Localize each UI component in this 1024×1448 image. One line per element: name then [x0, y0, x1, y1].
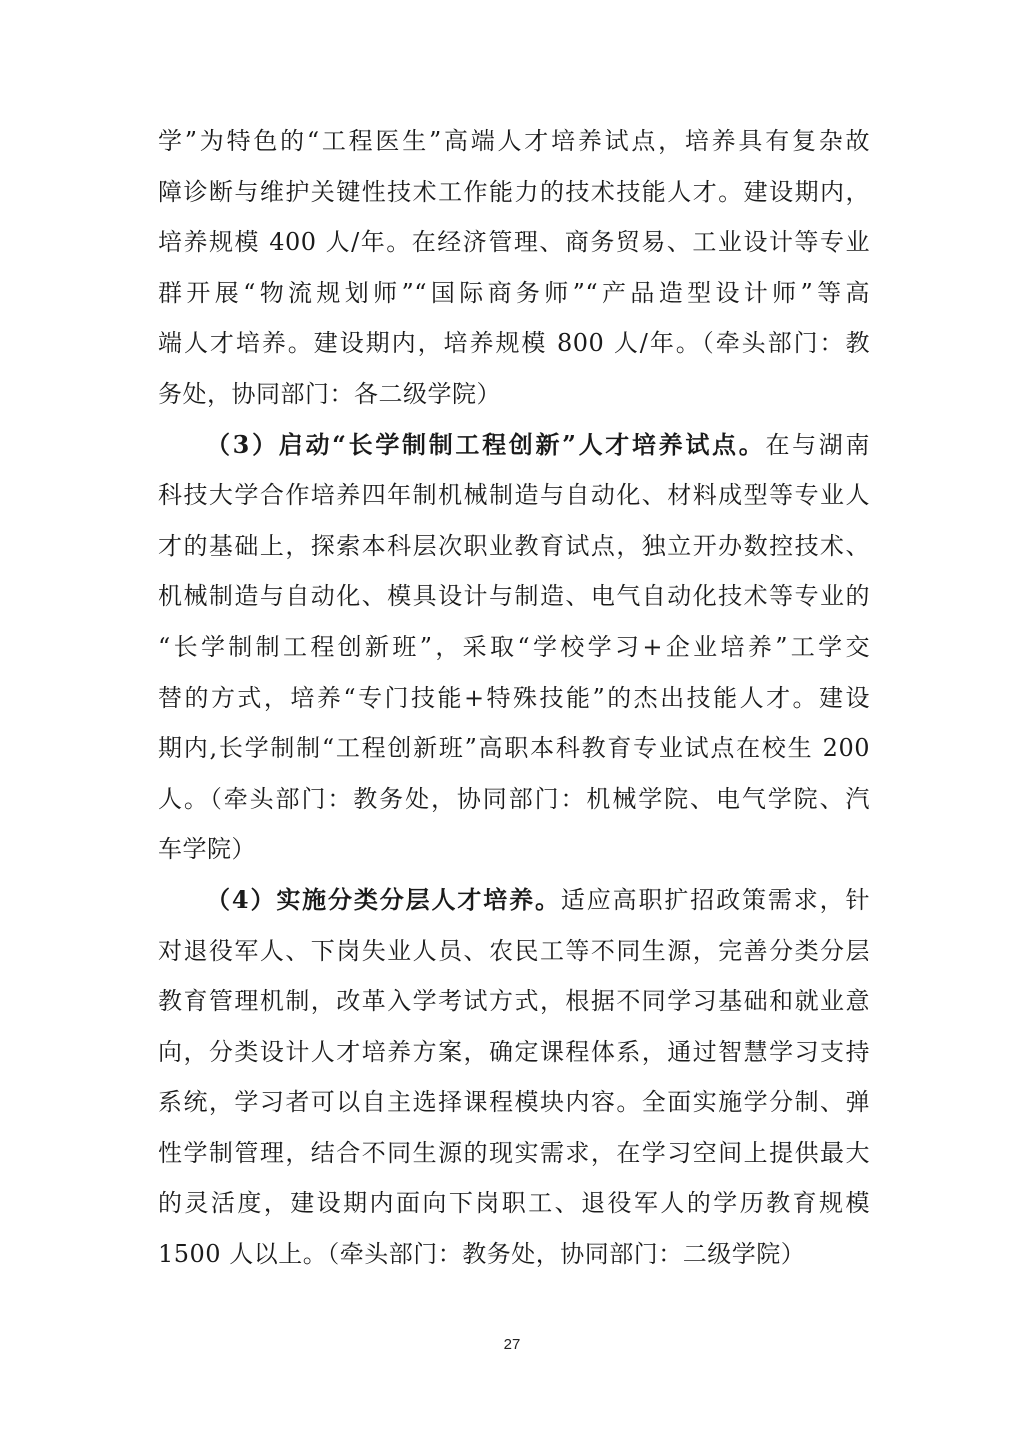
text-line: 机械制造与自动化、模具设计与制造、电气自动化技术等专业的 [158, 582, 870, 611]
text-line: 教育管理机制，改革入学考试方式，根据不同学习基础和就业意 [158, 987, 870, 1016]
text-line: 障诊断与维护关键性技术工作能力的技术技能人才。建设期内， [158, 177, 870, 206]
text-line: 性学制管理，结合不同生源的现实需求，在学习空间上提供最大 [158, 1138, 870, 1167]
paragraph-1 [158, 116, 870, 420]
text-line: 车学院） [158, 835, 256, 864]
body-text [158, 116, 870, 1280]
page-number: 27 [503, 1336, 521, 1353]
text-line: 科技大学合作培养四年制机械制造与自动化、材料成型等专业人 [158, 481, 870, 510]
text-line: 培养规模 400 人/年。在经济管理、商务贸易、工业设计等专业 [158, 228, 870, 257]
text-line: 1500 人以上。（牵头部门：教务处，协同部门：二级学院） [158, 1240, 806, 1269]
text-line: 学”为特色的“工程医生”高端人才培养试点，培养具有复杂故 [158, 127, 870, 155]
paragraph-first-line [158, 420, 870, 471]
text-line: 向，分类设计人才培养方案，确定课程体系，通过智慧学习支持 [158, 1037, 870, 1066]
text-line: 对退役军人、下岗失业人员、农民工等不同生源，完善分类分层 [158, 936, 870, 965]
text-line: 人。（牵头部门：教务处，协同部门：机械学院、电气学院、汽 [158, 784, 870, 813]
text-line: 端人才培养。建设期内，培养规模 800 人/年。（牵头部门：教 [158, 329, 870, 358]
text-line: 的灵活度，建设期内面向下岗职工、退役军人的学历教育规模 [158, 1189, 870, 1218]
text-run: 在与湖南 [765, 430, 870, 459]
text-line: 期内,长学制制“工程创新班”高职本科教育专业试点在校生 200 [158, 734, 870, 763]
text-run: 适应高职扩招政策需求，针 [560, 885, 870, 914]
paragraph-first-line [158, 875, 870, 926]
text-line: “长学制制工程创新班”，采取“学校学习+企业培养”工学交 [158, 632, 870, 661]
text-line: 系统，学习者可以自主选择课程模块内容。全面实施学分制、弹 [158, 1088, 870, 1117]
text-line: 才的基础上，探索本科层次职业教育试点，独立开办数控技术、 [158, 531, 870, 560]
text-line: 替的方式，培养“专门技能+特殊技能”的杰出技能人才。建设 [158, 683, 870, 712]
text-line: 群开展“物流规划师”“国际商务师”“产品造型设计师”等高 [158, 278, 870, 307]
paragraph-3 [158, 875, 870, 1280]
section-heading-4: （4）实施分类分层人才培养。 [206, 884, 561, 914]
text-line: 务处，协同部门：各二级学院） [158, 379, 501, 408]
paragraph-2 [158, 420, 870, 875]
section-heading-3: （3）启动“长学制制工程创新”人才培养试点。 [206, 429, 766, 459]
